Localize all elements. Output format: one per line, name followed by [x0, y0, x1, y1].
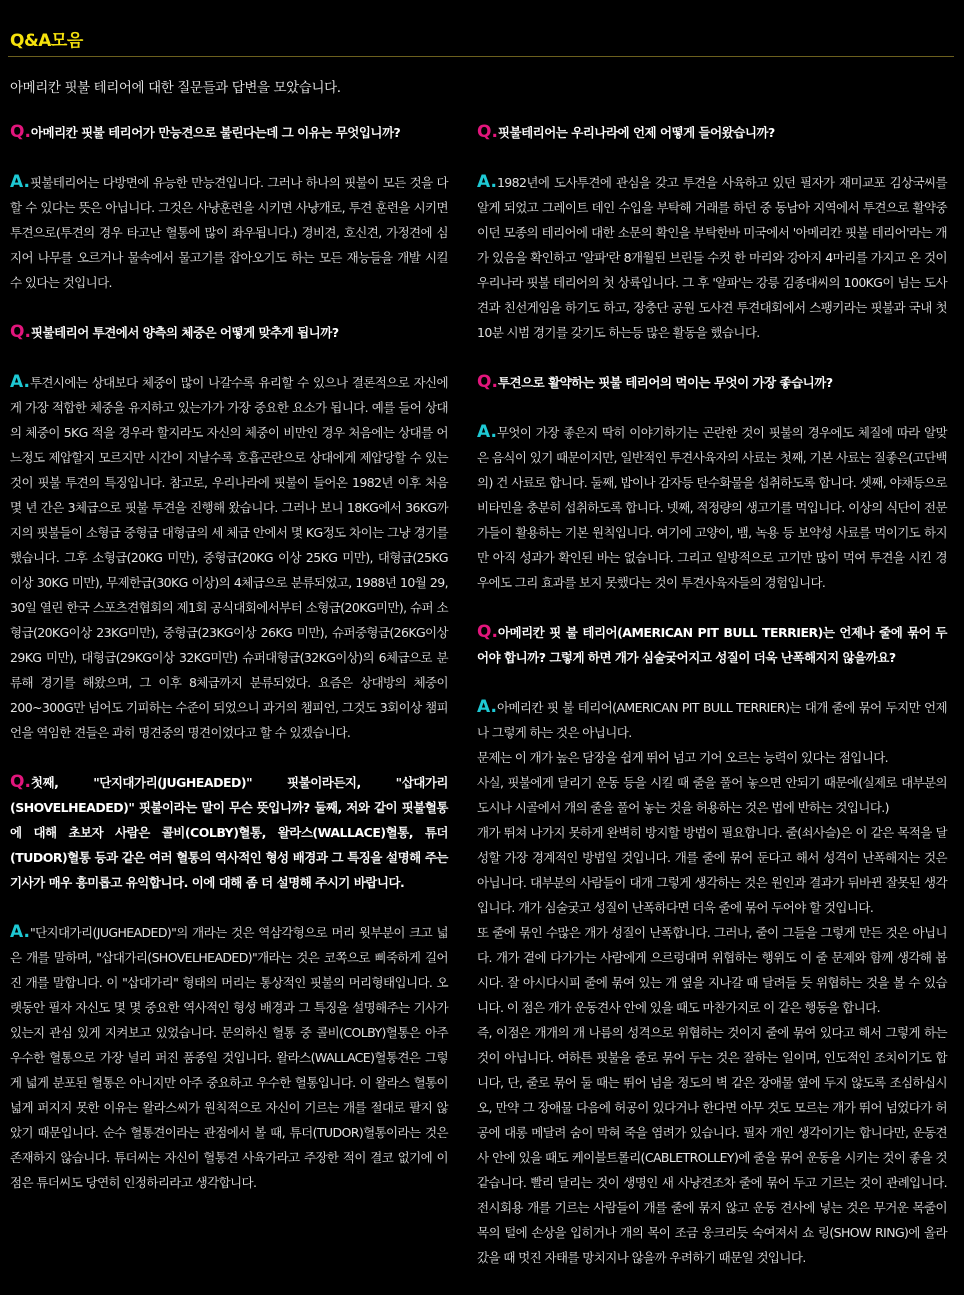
- question-text: 핏불테리어는 우리나라에 언제 어떻게 들어왔습니까?: [497, 125, 775, 140]
- answer-marker: A.: [10, 172, 30, 192]
- question: [10, 320, 448, 345]
- page-title: Q&A모음: [10, 31, 83, 51]
- answer-paragraph: [477, 745, 947, 770]
- qa-item: [10, 320, 448, 745]
- answer: [477, 695, 947, 1270]
- question: [10, 770, 448, 895]
- answer-text: 또 줄에 묶인 수많은 개가 성질이 난폭합니다. 그러나, 줄이 그들을 그렇게 만든 것은 아닙니다. 개가 곁에 다가가는 사람에게 으르렁대며 위협하는 행위도 이 줄 문제와 함께 생각해 봅시다. 잘 아시다시피 줄에 묶여 있는 개 옆을 지나갈 때 달려들 듯 위협하는 것을 볼 수 있습니다. 이 점은 개가 운동견사 안에 있을 때도 마찬가지로 이 같은 행동을 합니다.: [477, 925, 947, 1015]
- answer-text: "단지대가리(JUGHEADED)"의 개라는 것은 역삼각형으로 머리 윗부분이 크고 넓은 개를 말하며, "삽대가리(SHOVELHEADED)"개라는 것은 코쪽으로 삐죽하게 길어진 개를 말합니다. 이 "삽대가리" 형태의 머리는 통상적인 핏불의 머리형태입니다. 오랫동안 필자 자신도 몇 몇 중요한 역사적인 형성 배경과 그 특징을 설명해주는 기사가 있는지 관심 있게 지켜보고 있었습니다. 문의하신 혈통 중 콜비(COLBY)혈통은 아주 우수한 혈통으로 가장 널리 퍼진 품종일 것입니다. 왈라스(WALLACE)혈통견은 그렇게 넓게 분포된 혈통은 아니지만 아주 중요하고 우수한 혈통입니다. 이 왈라스 혈통이 넓게 퍼지지 못한 이유는 왈라스씨가 원칙적으로 자신이 기르는 개를 절대로 팔지 않았기 때문입니다. 순수 혈통견이라는 관점에서 볼 때, 튜더(TUDOR)혈통이라는 것은 존재하지 않습니다. 튜더씨는 자신이 혈통견 사육가라고 주장한 적이 결코 없기에 이점은 튜더씨도 당연히 인정하리라고 생각합니다.: [10, 925, 448, 1190]
- answer-text: 핏불테리어는 다방면에 유능한 만능견입니다. 그러나 하나의 핏불이 모든 것을 다할 수 있다는 뜻은 아닙니다. 그것은 사냥훈련을 시키면 사냥개로, 투견 훈련을 시키면 투견으로(투견의 경우 타고난 혈통에 많이 좌우됩니다.) 경비견, 호신견, 가정견에 심지어 나무를 오르거나 물속에서 물고기를 잡아오기도 하는 모든 재능들을 개발 시킬 수 있다는 것입니다.: [10, 175, 448, 290]
- question-marker: Q.: [10, 772, 31, 792]
- answer: [477, 170, 947, 345]
- qa-item: [477, 370, 947, 595]
- question-text: 핏불테리어 투견에서 양측의 체중은 어떻게 맞추게 됩니까?: [30, 325, 339, 340]
- answer-text: 즉, 이점은 개개의 개 나름의 성격으로 위협하는 것이지 줄에 묶여 있다고 해서 그렇게 하는 것이 아닙니다. 여하튼 핏불을 줄로 묶어 두는 것은 잘하는 일이며, 인도적인 조치이기도 합니다, 단, 줄로 묶어 둘 때는 뛰어 넘을 정도의 벽 같은 장애물 옆에 두지 않도록 조심하십시오, 만약 그 장애물 다음에 허공이 있다거나 한다면 아무 것도 모르는 개가 뛰어 넘었다가 허공에 대롱 메달려 숨이 막혀 죽을 염려가 있습니다. 필자 개인 생각이기는 합니다만, 운동견사 안에 있을 때도 케이블트롤리(CABLETROLLEY)에 줄을 묶어 운동을 시키는 것이 좋을 것 같습니다. 빨리 달리는 것이 생명인 새 사냥견조차 줄에 묶어 두고 기르는 것이 관례입니다. 전시회용 개를 기르는 사람들이 개를 줄에 묶지 않고 운동 견사에 넣는 것은 무거운 목줄이 목의 털에 손상을 입히거나 개의 목이 조금 웅크리듯 숙여져서 쇼 링(SHOW RING)에 올라 갔을 때 멋진 자태를 망치지나 않을까 우려하기 때문일 것입니다.: [477, 1025, 947, 1265]
- answer-text: 투견시에는 상대보다 체중이 많이 나갈수록 유리할 수 있으나 결론적으로 자신에게 가장 적합한 체중을 유지하고 있는가가 가장 중요한 요소가 됩니다. 예를 들어 상대의 체중이 5KG 적을 경우라 할지라도 자신의 체중이 비만인 경우 처음에는 상대를 어느정도 제압할지 모르지만 시간이 지날수록 호흡곤란으로 상대에게 제압당할 수 있는 것이 핏불 투견의 특징입니다. 참고로, 우리나라에 핏불이 들어온 1982년 이후 처음 몇 년 간은 3체급으로 핏불 투견을 진행해 왔습니다. 그러나 보니 18KG에서 36KG까지의 핏불들이 소형급 중형급 대형급의 세 체급 안에서 몇 KG정도 차이는 그냥 경기를 했습니다. 그후 소형급(20KG 미만), 중형급(20KG 이상 25KG 미만), 대형급(25KG 이상 30KG 미만), 무제한급(30KG 이상)의 4체급으로 분류되었고, 1988년 10월 29, 30일 열린 한국 스포츠견협회의 제1회 공식대회에서부터 소형급(20KG미만), 슈퍼 소형급(20KG이상 23KG미만), 중형급(23KG이상 26KG 미만), 슈퍼중형급(26KG이상 29KG 미만), 대형급(29KG이상 32KG미만) 슈퍼대형급(32KG이상)의 6체급으로 분류해 경기를 해왔으며, 그 이후 8체급까지 분류되었다. 요즘은 상대방의 체중이 200~300G만 넘어도 기피하는 수준이 되었으니 과거의 챔피언, 그것도 3회이상 챔피언을 역임한 견들은 과히 명견중의 명견이었다고 할 수 있겠습니다.: [10, 375, 448, 740]
- answer-paragraph: [477, 920, 947, 1020]
- question-text: 아메리칸 핏불 테리어가 만능견으로 불린다는데 그 이유는 무엇입니까?: [30, 125, 401, 140]
- question: [10, 120, 448, 145]
- answer-marker: A.: [10, 372, 30, 392]
- question-text: 아메리칸 핏 불 테리어(AMERICAN PIT BULL TERRIER)는 언제나 줄에 묶어 두어야 합니까? 그렇게 하면 개가 심술궂어지고 성질이 더욱 난폭해지지 않을까요?: [477, 625, 947, 665]
- answer-paragraph: [477, 770, 947, 820]
- answer-paragraph: [477, 420, 947, 595]
- answer-text: 아메리칸 핏 불 테리어(AMERICAN PIT BULL TERRIER)는 대개 줄에 묶어 두지만 언제나 그렇게 하는 것은 아닙니다.: [477, 700, 947, 740]
- answer-text: 1982년에 도사투견에 관심을 갖고 투견을 사육하고 있던 필자가 재미교포 김상국씨를 알게 되었고 그레이트 데인 수입을 부탁해 거래를 하던 중 동남아 지역에서 투견으로 활약중이던 모종의 테리어에 대한 소문의 확인을 부탁한바 미국에서 '아메리칸 핏불 테리어'라는 개가 있음을 확인하고 '알파'란 8개월된 브린들 수컷 한 마리와 강아지 4마리를 가지고 온 것이 우리나라 핏불 테리어의 첫 상륙입니다. 그 후 '알파'는 강릉 김종대씨의 100KG이 넘는 도사견과 친선게임을 하기도 하고, 장충단 공원 도사견 투견대회에서 스팽키라는 핏불과 국내 첫 10분 시범 경기를 갖기도 하는등 많은 활동을 했습니다.: [477, 175, 947, 340]
- left-column: [10, 120, 448, 1220]
- answer-paragraph: [477, 1020, 947, 1270]
- qa-item: [477, 120, 947, 345]
- question-marker: Q.: [477, 122, 498, 142]
- page-header: [0, 0, 964, 58]
- answer-paragraph: [477, 170, 947, 345]
- answer: [477, 420, 947, 595]
- answer-marker: A.: [477, 422, 497, 442]
- answer-marker: A.: [477, 697, 497, 717]
- question: [477, 370, 947, 395]
- question-marker: Q.: [10, 122, 31, 142]
- answer-marker: A.: [477, 172, 497, 192]
- answer-text: 사실, 핏불에게 달리기 운동 등을 시킬 때 줄을 풀어 놓으면 안되기 때문에(실제로 대부분의 도시나 시골에서 개의 줄을 풀어 놓는 것을 허용하는 것은 법에 반하는 것입니다.): [477, 775, 947, 815]
- question-marker: Q.: [477, 622, 498, 642]
- answer-text: 문제는 이 개가 높은 담장을 쉽게 뛰어 넘고 기어 오르는 능력이 있다는 점입니다.: [477, 750, 889, 765]
- question-text: 첫째, "단지대가리(JUGHEADED)" 핏불이라든지, "삽대가리(SHOVELHEADED)" 핏불이라는 말이 무슨 뜻입니까? 둘째, 저와 같이 핏불혈통에 대해 초보자 사람은 콜비(COLBY)혈통, 왈라스(WALLACE)혈통, 튜더(TUDOR)혈통 등과 같은 여러 혈통의 역사적인 형성 배경과 그 특징을 설명해 주는 기사가 매우 흥미롭고 유익합니다. 이에 대해 좀 더 설명해 주시기 바랍니다.: [10, 775, 448, 890]
- header-divider: [8, 56, 954, 57]
- answer: [10, 370, 448, 745]
- answer-paragraph: [477, 695, 947, 745]
- answer: [10, 170, 448, 295]
- answer-paragraph: [10, 170, 448, 295]
- answer-text: 개가 뛰쳐 나가지 못하게 완벽히 방지할 방법이 필요합니다. 줄(쇠사슬)은 이 같은 목적을 달성할 가장 경계적인 방법일 것입니다. 개를 줄에 묶어 둔다고 해서 성격이 난폭해지는 것은 아닙니다. 대부분의 사람들이 대개 그렇게 생각하는 것은 원인과 결과가 뒤바뀐 잘못된 생각입니다. 개가 심술궂고 성질이 난폭하다면 더욱 줄에 묶어 두어야 할 것입니다.: [477, 825, 947, 915]
- answer-paragraph: [477, 820, 947, 920]
- question: [477, 620, 947, 670]
- qa-item: [477, 620, 947, 1270]
- intro-text: 아메리칸 핏불 테리어에 대한 질문들과 답변을 모았습니다.: [10, 80, 341, 96]
- right-column: [477, 120, 947, 1295]
- question-marker: Q.: [10, 322, 31, 342]
- answer-marker: A.: [10, 922, 30, 942]
- question: [477, 120, 947, 145]
- answer-text: 무엇이 가장 좋은지 딱히 이야기하기는 곤란한 것이 핏불의 경우에도 체질에 따라 알맞은 음식이 있기 때문이지만, 일반적인 투견사육자의 사료는 첫째, 기본 사료는 질좋은(고단백의) 건 사료로 합니다. 둘째, 밥이나 감자등 탄수화물을 섭취하도록 합니다. 셋째, 야채등으로 비타민을 충분히 섭취하도록 합니다. 넷째, 적정량의 생고기를 먹입니다. 이상의 식단이 전문가들이 활용하는 기본 원칙입니다. 여기에 고양이, 뱀, 녹용 등 보약성 사료를 먹이기도 하지만 아직 성과가 확인된 바는 없습니다. 그리고 일방적으로 고기만 많이 먹여 투견을 시킨 경우에도 그리 효과를 보지 못했다는 것이 투견사육자들의 경험입니다.: [477, 425, 947, 590]
- answer: [10, 920, 448, 1195]
- question-text: 투견으로 활약하는 핏불 테리어의 먹이는 무엇이 가장 좋습니까?: [497, 375, 833, 390]
- question-marker: Q.: [477, 372, 498, 392]
- answer-paragraph: [10, 370, 448, 745]
- qa-item: [10, 120, 448, 295]
- qa-item: [10, 770, 448, 1195]
- answer-paragraph: [10, 920, 448, 1195]
